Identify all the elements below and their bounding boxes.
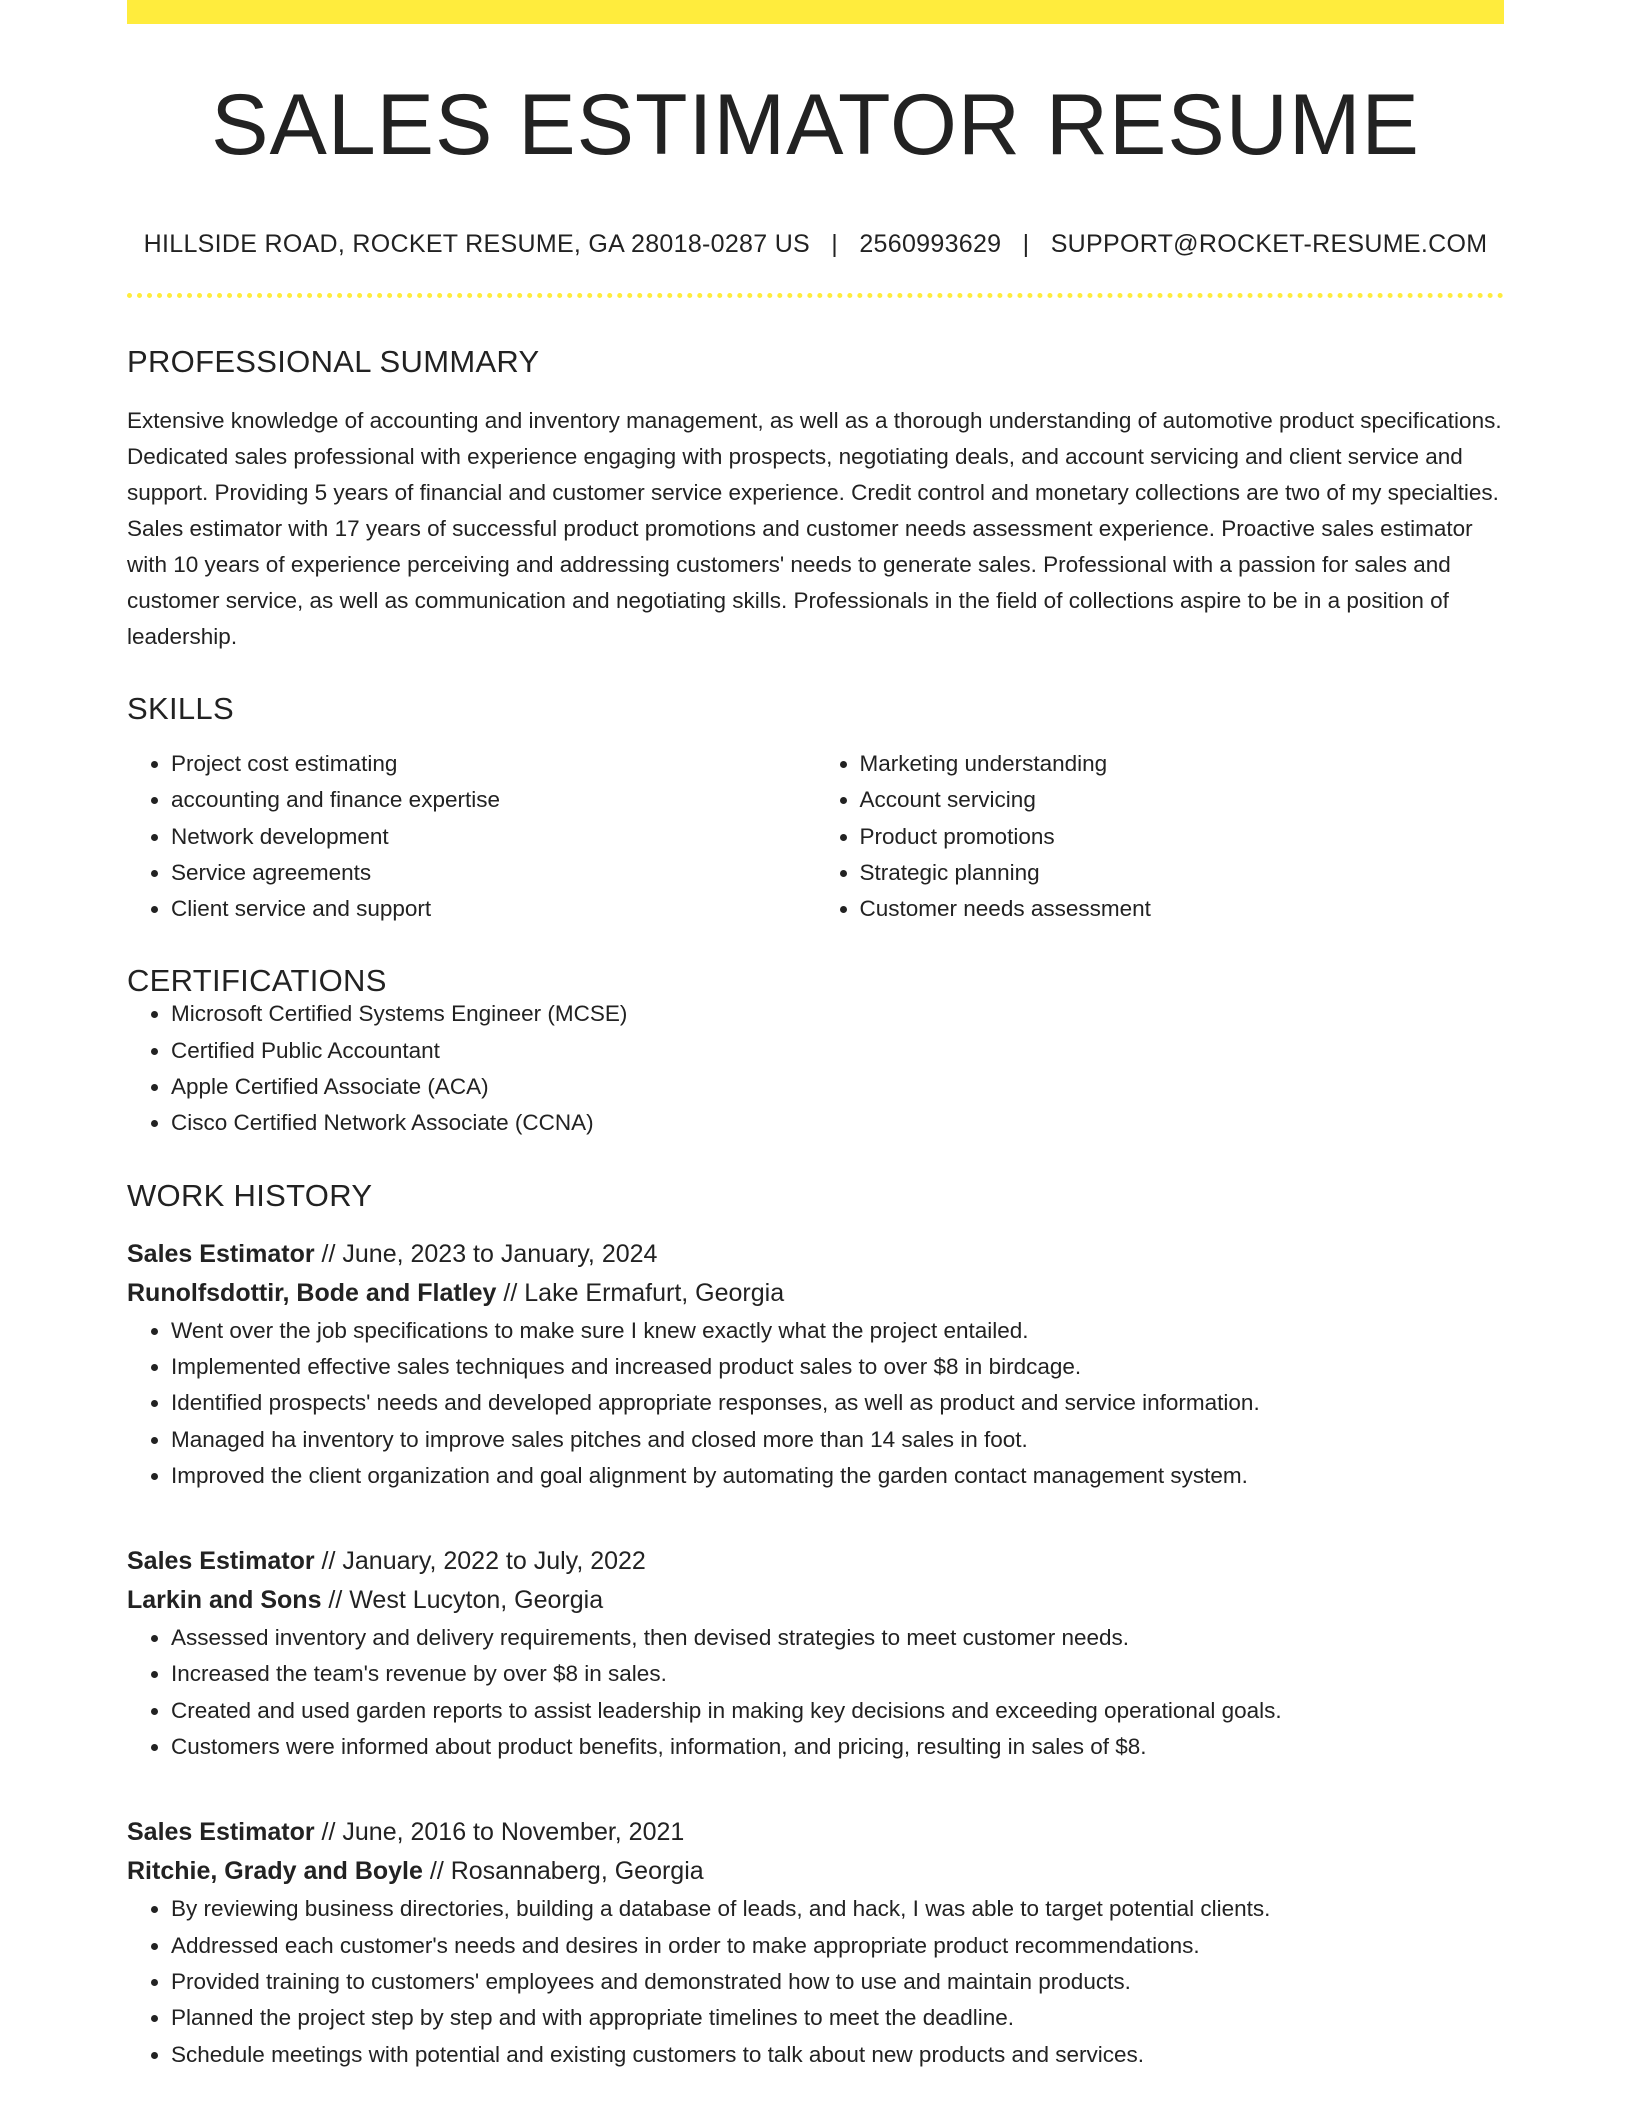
job-bullet: • Identified prospects' needs and developed appropriate responses, as well as product and service information. (171, 1385, 1504, 1421)
top-accent-bar (127, 0, 1504, 24)
job-company-line (127, 1274, 1504, 1313)
job-role-line (127, 1813, 1504, 1852)
job-bullet: • Addressed each customer's needs and desires in order to make appropriate product recommendations. (171, 1928, 1504, 1964)
job-company-line (127, 1581, 1504, 1620)
skill-item: • Customer needs assessment (860, 891, 1505, 927)
skill-item: • accounting and finance expertise (171, 782, 816, 818)
job-company: Runolfsdottir, Bode and Flatley (127, 1278, 497, 1307)
job-separator: // (422, 1857, 451, 1886)
job-bullet: • Provided training to customers' employees and demonstrated how to use and maintain products. (171, 1964, 1504, 2000)
job-bullet: • Assessed inventory and delivery requirements, then devised strategies to meet customer needs. (171, 1620, 1504, 1656)
certification-item: • Cisco Certified Network Associate (CCNA) (171, 1105, 1504, 1141)
job-dates: June, 2016 to November, 2021 (342, 1818, 685, 1847)
skill-item: • Client service and support (171, 891, 816, 927)
certifications-heading: CERTIFICATIONS (127, 963, 387, 999)
summary-text: Extensive knowledge of accounting and inventory management, as well as a thorough understanding of automotive product specifications. Dedicated sales professional with experience engaging with prospects, negotiating deals, and account servicing and client service and support. Providing 5 years of financial and customer service experience. Credit control and monetary collections are two of my specialties. Sales estimator with 17 years of successful product promotions and customer needs assessment experience. Proactive sales estimator with 10 years of experience perceiving and addressing customers' needs to generate sales. Professional with a passion for sales and customer service, as well as communication and negotiating skills. Professionals in the field of collections aspire to be in a position of leadership. (127, 408, 1502, 649)
job-bullet: • Created and used garden reports to assist leadership in making key decisions and exceeding operational goals. (171, 1693, 1504, 1729)
job-bullets (127, 1313, 1504, 1494)
contact-separator: | (831, 230, 839, 258)
job-bullet: • Implemented effective sales techniques and increased product sales to over $8 in birdcage. (171, 1349, 1504, 1385)
job-role: Sales Estimator (127, 1547, 315, 1576)
job-role-line (127, 1235, 1504, 1274)
certification-item: • Apple Certified Associate (ACA) (171, 1069, 1504, 1105)
contact-email: SUPPORT@ROCKET-RESUME.COM (1050, 230, 1488, 258)
skill-item: • Product promotions (860, 819, 1505, 855)
skills-column-left (127, 746, 816, 927)
job-entry (127, 1813, 1504, 2072)
skills-heading: SKILLS (127, 691, 234, 726)
job-bullet: • Customers were informed about product benefits, information, and pricing, resulting in sales of $8. (171, 1729, 1504, 1765)
job-separator: // (321, 1586, 350, 1615)
job-company: Ritchie, Grady and Boyle (127, 1857, 423, 1886)
skill-item: • Account servicing (860, 782, 1505, 818)
contact-line (127, 232, 1504, 257)
header-divider (127, 293, 1504, 298)
work-history-heading: WORK HISTORY (127, 1177, 373, 1213)
job-company: Larkin and Sons (127, 1586, 322, 1615)
contact-address: HILLSIDE ROAD, ROCKET RESUME, GA 28018-0287 US (143, 230, 811, 258)
skill-item: • Strategic planning (860, 855, 1505, 891)
job-location: West Lucyton, Georgia (349, 1586, 604, 1615)
certification-item: • Microsoft Certified Systems Engineer (MCSE) (171, 996, 1504, 1032)
job-bullet: • Went over the job specifications to make sure I knew exactly what the project entailed. (171, 1313, 1504, 1349)
job-bullets (127, 1620, 1504, 1765)
job-location: Rosannaberg, Georgia (450, 1857, 704, 1886)
job-role: Sales Estimator (127, 1818, 315, 1847)
job-separator: // (314, 1239, 343, 1268)
resume-page (127, 0, 1504, 2112)
job-separator: // (314, 1547, 343, 1576)
job-role: Sales Estimator (127, 1239, 315, 1268)
contact-phone: 2560993629 (859, 230, 1002, 258)
skill-item: • Network development (171, 819, 816, 855)
job-separator: // (496, 1278, 525, 1307)
job-location: Lake Ermafurt, Georgia (524, 1278, 785, 1307)
job-entry (127, 1235, 1504, 1494)
job-bullet: • Improved the client organization and goal alignment by automating the garden contact management system. (171, 1458, 1504, 1494)
job-bullet: • Managed ha inventory to improve sales pitches and closed more than 14 sales in foot. (171, 1422, 1504, 1458)
job-role-line (127, 1542, 1504, 1581)
job-company-line (127, 1852, 1504, 1891)
job-separator: // (314, 1818, 343, 1847)
skill-item: • Service agreements (171, 855, 816, 891)
contact-separator: | (1022, 230, 1030, 258)
skill-item: • Marketing understanding (860, 746, 1505, 782)
job-dates: June, 2023 to January, 2024 (342, 1239, 658, 1268)
summary-heading: PROFESSIONAL SUMMARY (127, 344, 540, 379)
job-bullet: • Schedule meetings with potential and existing customers to talk about new products and services. (171, 2037, 1504, 2073)
resume-title: SALES ESTIMATOR RESUME (211, 77, 1420, 173)
skills-column-right (816, 746, 1505, 927)
job-bullet: • Increased the team's revenue by over $8 in sales. (171, 1656, 1504, 1692)
skills-list (127, 746, 1504, 927)
certification-item: • Certified Public Accountant (171, 1033, 1504, 1069)
job-bullet: • Planned the project step by step and with appropriate timelines to meet the deadline. (171, 2000, 1504, 2036)
job-dates: January, 2022 to July, 2022 (342, 1547, 646, 1576)
job-bullet: • By reviewing business directories, building a database of leads, and hack, I was able to target potential clients. (171, 1891, 1504, 1927)
skill-item: • Project cost estimating (171, 746, 816, 782)
job-entry (127, 1542, 1504, 1765)
job-bullets (127, 1891, 1504, 2072)
certifications-list (127, 996, 1504, 1141)
